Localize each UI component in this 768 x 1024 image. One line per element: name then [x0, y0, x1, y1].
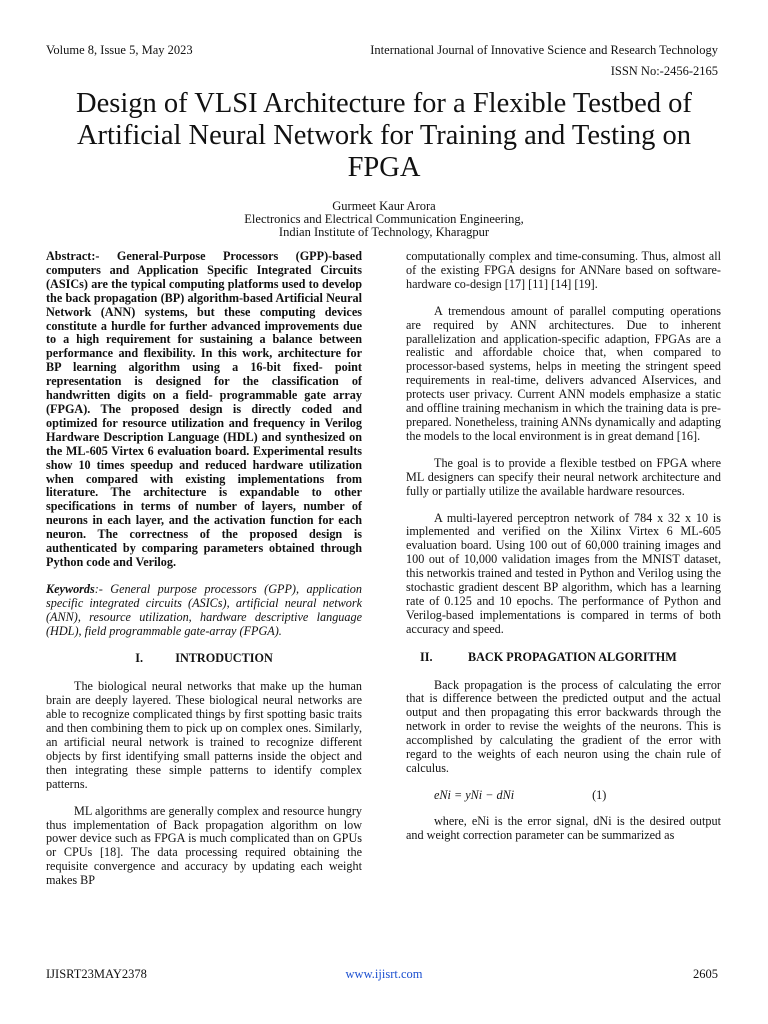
section-title: BACK PROPAGATION ALGORITHM	[468, 649, 677, 664]
footer-website-link[interactable]: www.ijisrt.com	[345, 967, 423, 981]
section-title: INTRODUCTION	[175, 651, 273, 666]
section-number: I.	[135, 651, 144, 666]
intro-paragraph-1: The biological neural networks that make up the human brain are deeply layered. These biological neural networks are able to recognize complicated things by first spotting basic traits and then combining them to pick up on complex ones. Similarly, an artificial neural network is trained to recognize different objects by first identifying small patterns inside the object and then integrating these simple patterns to identify complex patterns.	[46, 679, 362, 791]
header-volume: Volume 8, Issue 5, May 2023	[46, 43, 193, 57]
section-number: II.	[420, 649, 433, 664]
section-heading-backprop	[406, 651, 721, 665]
abstract: Abstract:- General-Purpose Processors (GPP)-based computers and Application Specific Integrated Circuits (ASICs) are the typical computing platforms used to develop the back propagation (BP) algorithm-based Artificial Neural Network (ANN) systems, but these computing devices constitute a hurdle for further advanced improvements due to a high requirement for sustaining a balance between performance and flexibility. In this work, architecture for BP learning algorithm using a 16-bit fixed- point representation is designed for the classification of handwritten digits on a field- programmable gate array (FPGA). The proposed design is directly coded and optimized for resource utilization and frequency in Verilog Hardware Description Language (HDL) and synthesized on the ML-605 Virtex 6 evaluation board. Experimental results show 10 times speedup and reduced hardware utilization when compared with existing implementations from literature. The architecture is expandable to other specifications in terms of number of layers, number of neurons in each layer, and the activation function for each neuron. The correctness of the proposed design is authenticated by comparing parameters obtained through Python code and Verilog.	[46, 249, 362, 569]
intro-paragraph-2: ML algorithms are generally complex and resource hungry thus implementation of Back propagation algorithm on low power device such as FPGA is much complicated than on GPUs or CPUs [18]. The data processing required obtaining the requisite convergence and accuracy by updating each weight makes BP	[46, 803, 362, 888]
affiliation-department: Electronics and Electrical Communication Engineering,	[244, 212, 524, 226]
equation-expression: eNi = yNi − dNi	[434, 787, 515, 802]
left-column	[46, 250, 362, 901]
backprop-paragraph-1: Back propagation is the process of calculating the error that is difference between the predicted output and the actual output and then propagating this error backwards through the network in order to revise the weights of the neurons. This is accomplished by calculating the gradient of the error with regard to the weights of each neuron using the chain rule of calculus.	[406, 677, 721, 775]
header-issn: ISSN No:-2456-2165	[610, 64, 718, 78]
right-column	[406, 250, 721, 856]
backprop-paragraph-2: where, eNi is the error signal, dNi is the desired output and weight correction parameter can be summarized as	[406, 813, 721, 842]
header-journal: International Journal of Innovative Science and Research Technology	[370, 43, 718, 57]
keywords-label: Keywords	[46, 581, 95, 596]
equation-1	[406, 789, 721, 803]
continued-paragraph: computationally complex and time-consuming. Thus, almost all of the existing FPGA designs for ANNare based on software-hardware co-design [17] [11] [14] [19].	[406, 249, 721, 291]
keywords-text: :- General purpose processors (GPP), application specific integrated circuits (ASICs), artificial neural network (ANN), resource utilization, hardware descriptive language (HDL), field programmable gate-array (FPGA).	[46, 581, 362, 638]
section-heading-introduction	[46, 652, 362, 666]
footer-page-number: 2605	[693, 967, 718, 981]
author-name: Gurmeet Kaur Arora	[332, 199, 436, 213]
paper-title: Design of VLSI Architecture for a Flexible Testbed of Artificial Neural Network for Training and Testing on FPGA	[76, 88, 692, 183]
keywords	[46, 583, 362, 639]
intro-paragraph-4: The goal is to provide a flexible testbed on FPGA where ML designers can specify their neural network architecture and fully or partially utilize the available hardware resources.	[406, 455, 721, 498]
affiliation-institute: Indian Institute of Technology, Kharagpur	[278, 225, 490, 239]
intro-paragraph-5: A multi-layered perceptron network of 784 x 32 x 10 is implemented and verified on the Xilinx Virtex 6 ML-605 evaluation board. Using 100 out of 60,000 training images and 100 out of 10,000 validation images from the MNIST dataset, this networkis trained and tested in Python and Verilog using the stochastic gradient descent BP algorithm, which has a learning rate of 0.125 and 10 epochs. The performance of Python and Verilog-based implementations is compared in terms of both accuracy and speed.	[406, 510, 721, 636]
intro-paragraph-3: A tremendous amount of parallel computing operations are required by ANN architectures. Due to inherent parallelization and application-specific adaption, FPGAs are a realistic and affordable choice that, when compared to processor-based systems, helps in meeting the stringent speed requirements in real-time, delivers advanced AIservices, and protects user privacy. Current ANN models emphasize a static and offline training mechanism in which the training data is pre-prepared. Nonetheless, training ANNs dynamically and adapting the models to the local environment is in great demand [16].	[406, 303, 721, 443]
footer-paper-id: IJISRT23MAY2378	[46, 967, 147, 981]
equation-number: (1)	[592, 787, 607, 802]
